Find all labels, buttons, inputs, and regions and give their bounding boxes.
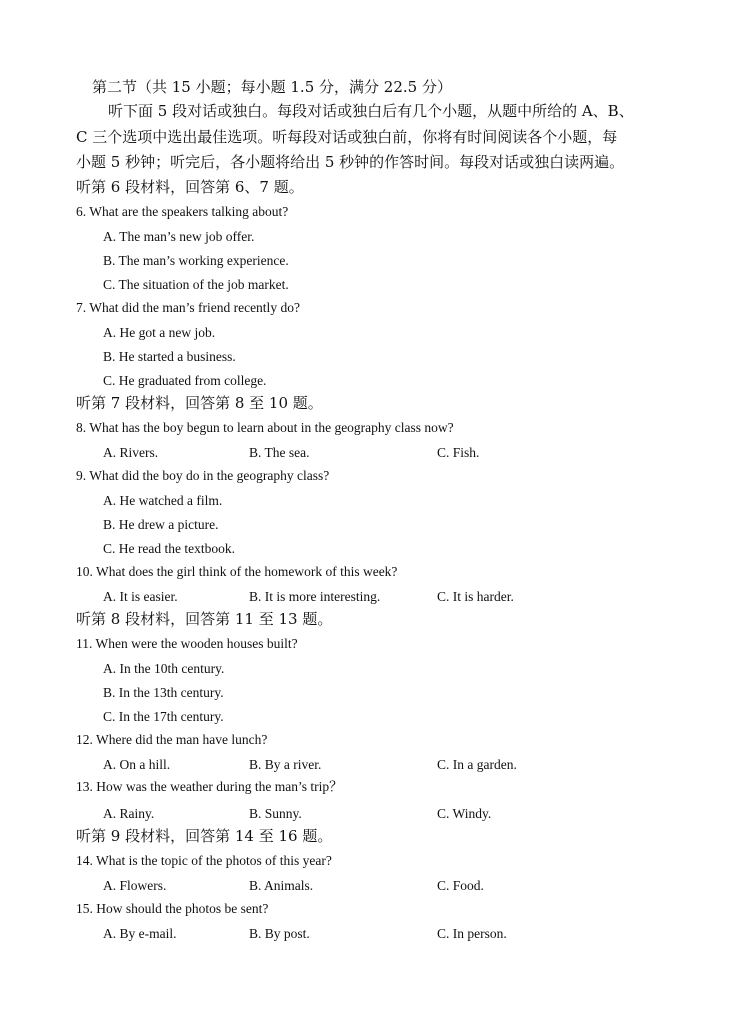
question-6-option-c: C. The situation of the job market. xyxy=(103,277,289,292)
question-6-option-a: A. The man’s new job offer. xyxy=(103,229,255,244)
question-15-option-c: C. In person. xyxy=(437,926,507,941)
question-13-stem: 13. How was the weather during the man’s trip？ xyxy=(76,779,343,794)
question-15-option-a: A. By e-mail. xyxy=(103,926,177,941)
question-9-option-a: A. He watched a film. xyxy=(103,493,223,508)
question-7-option-a: A. He got a new job. xyxy=(103,325,216,340)
question-14-option-b: B. Animals. xyxy=(249,878,314,893)
question-10-option-a: A. It is easier. xyxy=(103,589,178,604)
question-14-stem: 14. What is the topic of the photos of this year? xyxy=(76,853,332,868)
instruction-line-3: 小题 5 秒钟；听完后，各小题将给出 5 秒钟的作答时间。每段对话或独白读两遍。 xyxy=(76,153,625,171)
section-heading-9: 听第 9 段材料，回答第 14 至 16 题。 xyxy=(76,827,333,845)
question-12-stem: 12. Where did the man have lunch? xyxy=(76,732,268,747)
question-7-option-c: C. He graduated from college. xyxy=(103,373,267,388)
section-heading-7: 听第 7 段材料，回答第 8 至 10 题。 xyxy=(76,394,323,412)
question-13-option-a: A. Rainy. xyxy=(103,806,155,821)
question-13-option-b: B. Sunny. xyxy=(249,806,302,821)
question-14-option-c: C. Food. xyxy=(437,878,484,893)
question-10-stem: 10. What does the girl think of the homework of this week? xyxy=(76,564,398,579)
question-11-stem: 11. When were the wooden houses built? xyxy=(76,636,298,651)
section-heading-8: 听第 8 段材料，回答第 11 至 13 题。 xyxy=(76,610,333,628)
question-8-option-a: A. Rivers. xyxy=(103,445,159,460)
question-10-option-b: B. It is more interesting. xyxy=(249,589,381,604)
question-8-option-b: B. The sea. xyxy=(249,445,310,460)
question-8-option-c: C. Fish. xyxy=(437,445,480,460)
question-15-option-b: B. By post. xyxy=(249,926,310,941)
section-heading-6: 听第 6 段材料，回答第 6、7 题。 xyxy=(76,178,304,196)
question-9-option-b: B. He drew a picture. xyxy=(103,517,219,532)
question-8-stem: 8. What has the boy begun to learn about in the geography class now? xyxy=(76,420,454,435)
question-11-option-c: C. In the 17th century. xyxy=(103,709,224,724)
instruction-line-1: 听下面 5 段对话或独白。每段对话或独白后有几个小题，从题中所给的 A、B、 xyxy=(108,102,634,120)
question-14-option-a: A. Flowers. xyxy=(103,878,167,893)
question-11-option-a: A. In the 10th century. xyxy=(103,661,225,676)
question-7-option-b: B. He started a business. xyxy=(103,349,236,364)
question-12-option-c: C. In a garden. xyxy=(437,757,517,772)
question-12-option-b: B. By a river. xyxy=(249,757,322,772)
question-15-stem: 15. How should the photos be sent? xyxy=(76,901,269,916)
question-13-option-c: C. Windy. xyxy=(437,806,492,821)
question-10-option-c: C. It is harder. xyxy=(437,589,514,604)
section-title: 第二节（共 15 小题；每小题 1.5 分，满分 22.5 分） xyxy=(92,78,452,96)
question-7-stem: 7. What did the man’s friend recently do? xyxy=(76,300,300,315)
question-6-stem: 6. What are the speakers talking about? xyxy=(76,204,289,219)
question-12-option-a: A. On a hill. xyxy=(103,757,171,772)
question-6-option-b: B. The man’s working experience. xyxy=(103,253,289,268)
question-9-option-c: C. He read the textbook. xyxy=(103,541,235,556)
instruction-line-2: C 三个选项中选出最佳选项。听每段对话或独白前，你将有时间阅读各个小题，每 xyxy=(76,128,618,146)
question-11-option-b: B. In the 13th century. xyxy=(103,685,224,700)
question-9-stem: 9. What did the boy do in the geography class? xyxy=(76,468,330,483)
